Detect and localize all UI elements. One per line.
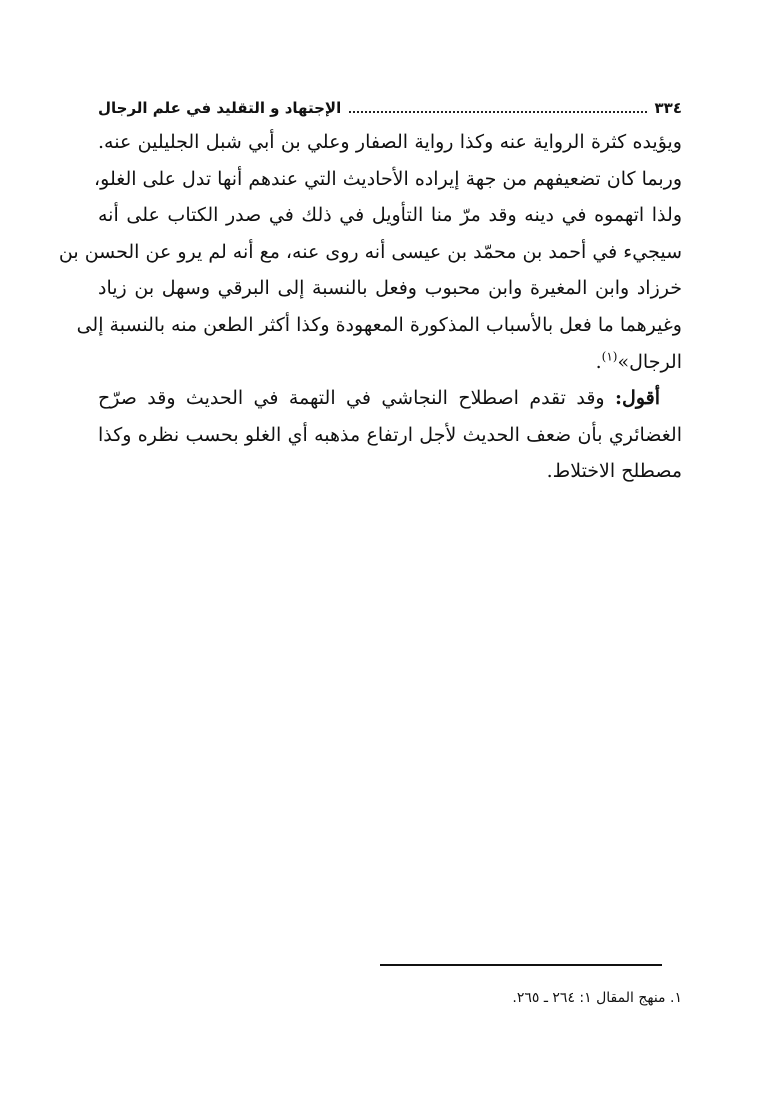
text-line: وربما كان تضعيفهم من جهة إيراده الأحاديث التي عندهم أنها تدل على الغلو،: [94, 167, 682, 190]
text-line-last: الرجال»$^{(١)}$.: [595, 349, 682, 373]
footnote-separator: [380, 964, 662, 966]
book-title: الإجتهاد و التقليد في علم الرجال: [98, 99, 342, 117]
text-line: سيجيء في أحمد بن محمّد بن عيسى أنه روى عنه، مع أنه لم يرو عن الحسن بن: [58, 240, 682, 263]
page-number: ٣٣٤: [654, 99, 682, 117]
text-line: ولذا اتهموه في دينه وقد مرّ منا التأويل في ذلك في صدر الكتاب على أنه: [98, 204, 682, 227]
running-header: [98, 86, 682, 116]
footnote: ١. منهج المقال ١: ٢٦٤ ـ ٢٦٥.: [512, 990, 682, 1006]
paragraph-2-line: [98, 380, 682, 417]
text-line: الغضائري بأن ضعف الحديث لأجل ارتفاع مذهبه أي الغلو بحسب نظره وكذا: [98, 423, 682, 446]
text-line: وغيرهما ما فعل بالأسباب المذكورة المعهودة وكذا أكثر الطعن منه بالنسبة إلى: [76, 313, 682, 336]
paragraph-2-text: وقد تقدم اصطلاح النجاشي في التهمة في الحديث وقد صرّح: [98, 387, 605, 410]
header-leader-dots: [349, 111, 646, 113]
closing-quote-text: الرجال»: [617, 350, 682, 373]
paragraph-lead-word: أقول:: [615, 387, 660, 410]
footnote-reference: (١): [601, 349, 618, 364]
text-line: خرزاد وابن المغيرة وابن محبوب وفعل بالنسبة إلى البرقي وسهل بن زياد: [98, 277, 682, 300]
main-text: [58, 124, 682, 490]
text-line-last: مصطلح الاختلاط.: [546, 460, 682, 483]
text-line: ويؤيده كثرة الرواية عنه وكذا رواية الصفار وعلي بن أبي شبل الجليلين عنه.: [98, 131, 682, 153]
